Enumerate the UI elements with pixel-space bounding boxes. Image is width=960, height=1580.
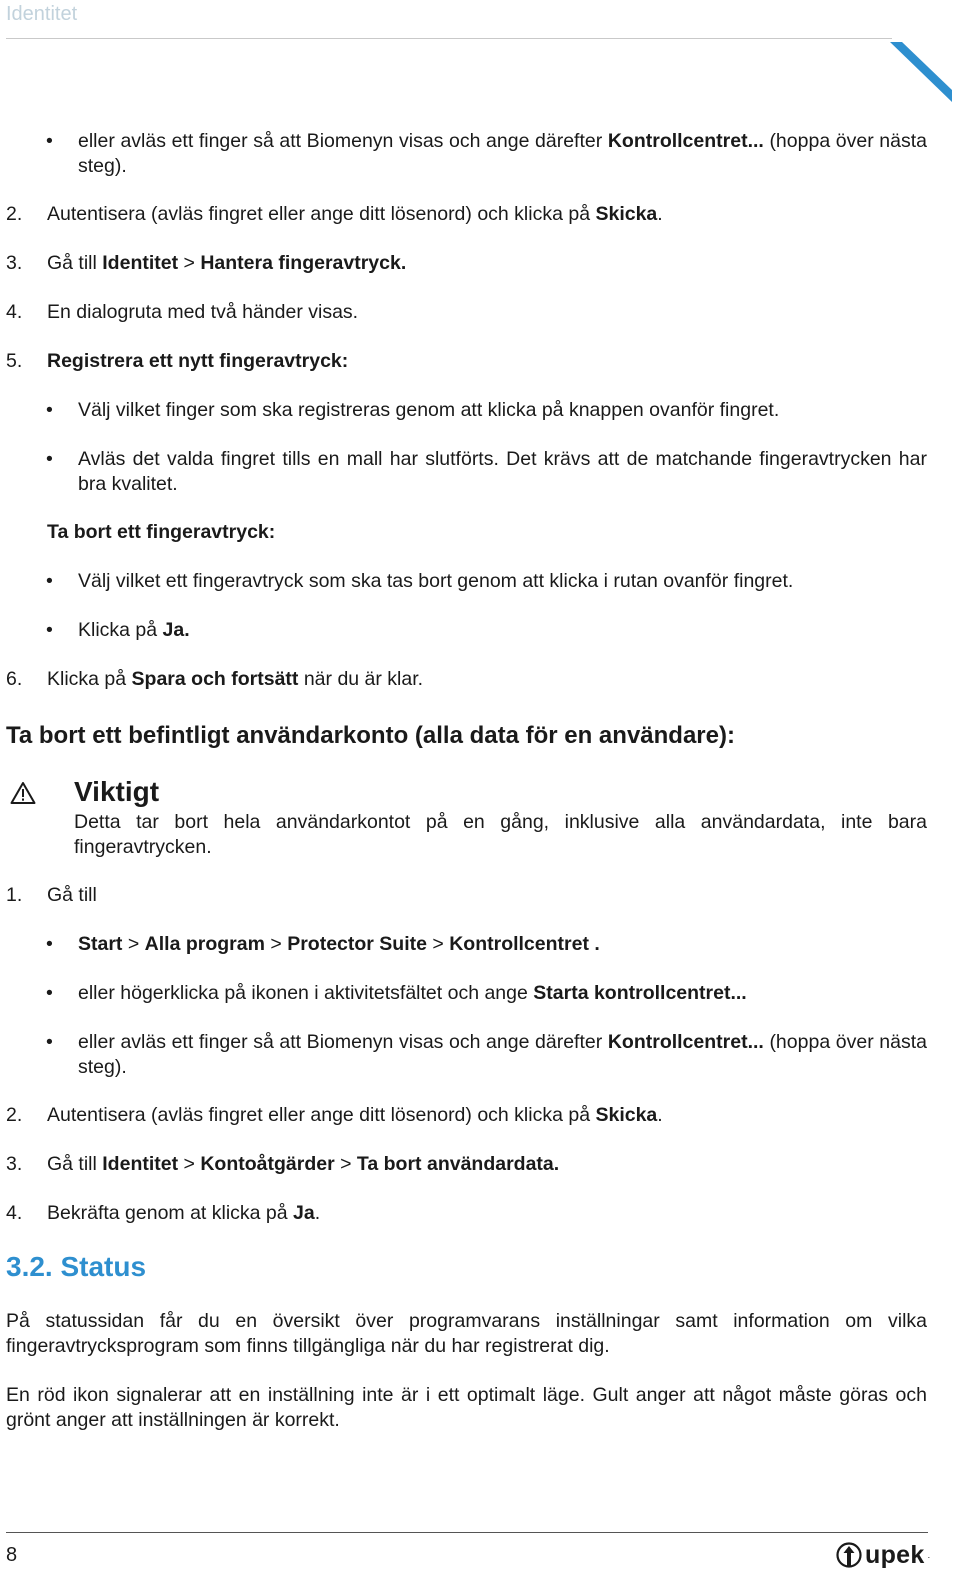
warning-text: Detta tar bort hela användarkontot på en gång, inklusive alla användardata, inte bara fingeravtrycken. bbox=[74, 811, 927, 858]
footer-divider bbox=[6, 1532, 928, 1533]
header-corner-stripe bbox=[888, 36, 954, 102]
header-divider bbox=[6, 38, 892, 39]
page-number: 8 bbox=[6, 1544, 18, 1566]
upek-logo bbox=[836, 1538, 930, 1572]
warning-title: Viktigt bbox=[74, 776, 160, 807]
section-heading: Ta bort ett befintligt användarkonto (alla data för en användare): bbox=[6, 722, 735, 749]
logo-mark: . bbox=[927, 1549, 931, 1560]
page-header-title: Identitet bbox=[6, 3, 78, 25]
upek-logo-icon bbox=[836, 1540, 862, 1570]
status-heading: 3.2. Status bbox=[6, 1251, 147, 1282]
warning-triangle-icon bbox=[10, 781, 36, 805]
logo-wordmark: upek bbox=[865, 1541, 925, 1569]
